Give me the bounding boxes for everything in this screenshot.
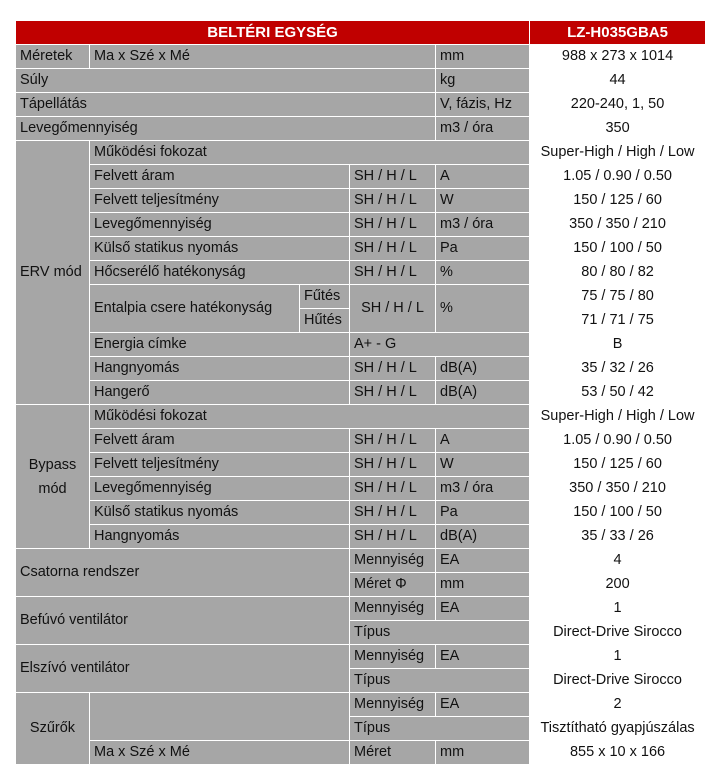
bypass-airflow-unit: m3 / óra: [436, 477, 530, 501]
erv-enthalpy-heat-value: 75 / 75 / 80: [530, 285, 706, 309]
erv-enthalpy-cool: Hűtés: [300, 309, 350, 333]
airflow-label: Levegőmennyiség: [16, 117, 436, 141]
erv-energy-cond: A+ - G: [350, 333, 530, 357]
erv-heat-exchange-unit: %: [436, 261, 530, 285]
table-row: [16, 597, 706, 621]
erv-power-value: 150 / 125 / 60: [530, 189, 706, 213]
dimensions-unit: mm: [436, 45, 530, 69]
table-row: [16, 429, 706, 453]
erv-enthalpy-unit: %: [436, 285, 530, 333]
bypass-sound-pressure-cond: SH / H / L: [350, 525, 436, 549]
erv-pressure-cond: SH / H / L: [350, 237, 436, 261]
header-model: LZ-H035GBA5: [530, 21, 706, 45]
filters-type-value: Tisztítható gyapjúszálas: [530, 717, 706, 741]
erv-power-cond: SH / H / L: [350, 189, 436, 213]
table-row: [16, 501, 706, 525]
erv-pressure-label: Külső statikus nyomás: [90, 237, 350, 261]
filters-size-label: Méret: [350, 741, 436, 765]
erv-airflow-cond: SH / H / L: [350, 213, 436, 237]
exhaust-fan-qty-value: 1: [530, 645, 706, 669]
dimensions-value: 988 x 273 x 1014: [530, 45, 706, 69]
bypass-sound-pressure-value: 35 / 33 / 26: [530, 525, 706, 549]
supply-fan-type-label: Típus: [350, 621, 530, 645]
table-row: [16, 477, 706, 501]
bypass-mode-label-line1: Bypass: [28, 456, 77, 473]
erv-heat-exchange-cond: SH / H / L: [350, 261, 436, 285]
bypass-current-unit: A: [436, 429, 530, 453]
weight-value: 44: [530, 69, 706, 93]
duct-qty-label: Mennyiség: [350, 549, 436, 573]
duct-size-unit: mm: [436, 573, 530, 597]
table-row: [16, 117, 706, 141]
erv-power-label: Felvett teljesítmény: [90, 189, 350, 213]
filters-qty-value: 2: [530, 693, 706, 717]
exhaust-fan-qty-unit: EA: [436, 645, 530, 669]
erv-heat-exchange-value: 80 / 80 / 82: [530, 261, 706, 285]
bypass-pressure-value: 150 / 100 / 50: [530, 501, 706, 525]
erv-sound-pressure-unit: dB(A): [436, 357, 530, 381]
bypass-pressure-unit: Pa: [436, 501, 530, 525]
table-row: [16, 213, 706, 237]
filters-type-label: Típus: [350, 717, 530, 741]
dimensions-label: Méretek: [16, 45, 90, 69]
bypass-power-value: 150 / 125 / 60: [530, 453, 706, 477]
table-row: [16, 405, 706, 429]
erv-enthalpy-label: Entalpia csere hatékonyság: [90, 285, 300, 333]
filters-qty-label: Mennyiség: [350, 693, 436, 717]
spec-table: [15, 20, 706, 765]
duct-label: Csatorna rendszer: [16, 549, 350, 597]
supply-fan-label: Befúvó ventilátor: [16, 597, 350, 645]
bypass-pressure-cond: SH / H / L: [350, 501, 436, 525]
erv-airflow-unit: m3 / óra: [436, 213, 530, 237]
filters-dim-label: Ma x Szé x Mé: [90, 741, 350, 765]
table-row: [16, 741, 706, 765]
table-row: [16, 237, 706, 261]
table-row: [16, 453, 706, 477]
table-row: [16, 381, 706, 405]
weight-label: Súly: [16, 69, 436, 93]
bypass-airflow-cond: SH / H / L: [350, 477, 436, 501]
erv-sound-power-label: Hangerő: [90, 381, 350, 405]
bypass-power-unit: W: [436, 453, 530, 477]
table-row: [16, 357, 706, 381]
erv-power-unit: W: [436, 189, 530, 213]
duct-size-label: Méret Φ: [350, 573, 436, 597]
duct-qty-unit: EA: [436, 549, 530, 573]
bypass-power-label: Felvett teljesítmény: [90, 453, 350, 477]
bypass-airflow-label: Levegőmennyiség: [90, 477, 350, 501]
bypass-airflow-value: 350 / 350 / 210: [530, 477, 706, 501]
filters-size-unit: mm: [436, 741, 530, 765]
table-row: [16, 189, 706, 213]
erv-energy-value: B: [530, 333, 706, 357]
filters-blank: [90, 693, 350, 741]
bypass-mode-stage-label: Működési fokozat: [90, 405, 530, 429]
bypass-mode-stage-value: Super-High / High / Low: [530, 405, 706, 429]
erv-sound-pressure-value: 35 / 32 / 26: [530, 357, 706, 381]
erv-current-unit: A: [436, 165, 530, 189]
erv-current-label: Felvett áram: [90, 165, 350, 189]
table-row: [16, 45, 706, 69]
header-title: BELTÉRI EGYSÉG: [16, 21, 530, 45]
bypass-sound-pressure-unit: dB(A): [436, 525, 530, 549]
power-supply-value: 220-240, 1, 50: [530, 93, 706, 117]
table-row: [16, 333, 706, 357]
erv-enthalpy-cool-value: 71 / 71 / 75: [530, 309, 706, 333]
table-row: [16, 261, 706, 285]
table-row: [16, 93, 706, 117]
exhaust-fan-type-label: Típus: [350, 669, 530, 693]
table-row: [16, 645, 706, 669]
filters-label: Szűrők: [16, 693, 90, 765]
erv-sound-power-cond: SH / H / L: [350, 381, 436, 405]
erv-current-value: 1.05 / 0.90 / 0.50: [530, 165, 706, 189]
bypass-current-label: Felvett áram: [90, 429, 350, 453]
airflow-unit: m3 / óra: [436, 117, 530, 141]
table-row: [16, 69, 706, 93]
airflow-value: 350: [530, 117, 706, 141]
erv-pressure-value: 150 / 100 / 50: [530, 237, 706, 261]
bypass-power-cond: SH / H / L: [350, 453, 436, 477]
erv-sound-power-unit: dB(A): [436, 381, 530, 405]
erv-current-cond: SH / H / L: [350, 165, 436, 189]
table-row: [16, 285, 706, 309]
erv-enthalpy-cond: SH / H / L: [350, 285, 436, 333]
table-row: [16, 549, 706, 573]
power-supply-unit: V, fázis, Hz: [436, 93, 530, 117]
bypass-current-value: 1.05 / 0.90 / 0.50: [530, 429, 706, 453]
bypass-current-cond: SH / H / L: [350, 429, 436, 453]
bypass-sound-pressure-label: Hangnyomás: [90, 525, 350, 549]
erv-airflow-label: Levegőmennyiség: [90, 213, 350, 237]
erv-sound-pressure-cond: SH / H / L: [350, 357, 436, 381]
erv-sound-pressure-label: Hangnyomás: [90, 357, 350, 381]
supply-fan-qty-value: 1: [530, 597, 706, 621]
erv-mode-label: ERV mód: [16, 141, 90, 405]
header-row: [16, 21, 706, 45]
duct-size-value: 200: [530, 573, 706, 597]
bypass-pressure-label: Külső statikus nyomás: [90, 501, 350, 525]
table-row: [16, 693, 706, 717]
exhaust-fan-qty-label: Mennyiség: [350, 645, 436, 669]
supply-fan-qty-unit: EA: [436, 597, 530, 621]
erv-enthalpy-heat: Fűtés: [300, 285, 350, 309]
table-row: [16, 525, 706, 549]
erv-sound-power-value: 53 / 50 / 42: [530, 381, 706, 405]
erv-airflow-value: 350 / 350 / 210: [530, 213, 706, 237]
filters-size-value: 855 x 10 x 166: [530, 741, 706, 765]
erv-pressure-unit: Pa: [436, 237, 530, 261]
table-row: [16, 165, 706, 189]
bypass-mode-label-line2: mód: [38, 480, 67, 497]
supply-fan-type-value: Direct-Drive Sirocco: [530, 621, 706, 645]
weight-unit: kg: [436, 69, 530, 93]
erv-energy-label: Energia címke: [90, 333, 350, 357]
supply-fan-qty-label: Mennyiség: [350, 597, 436, 621]
erv-mode-stage-label: Működési fokozat: [90, 141, 530, 165]
bypass-mode-label: [16, 405, 90, 549]
filters-qty-unit: EA: [436, 693, 530, 717]
exhaust-fan-type-value: Direct-Drive Sirocco: [530, 669, 706, 693]
exhaust-fan-label: Elszívó ventilátor: [16, 645, 350, 693]
duct-qty-value: 4: [530, 549, 706, 573]
table-row: [16, 141, 706, 165]
dimensions-sub: Ma x Szé x Mé: [90, 45, 436, 69]
erv-mode-stage-value: Super-High / High / Low: [530, 141, 706, 165]
erv-heat-exchange-label: Hőcserélő hatékonyság: [90, 261, 350, 285]
power-supply-label: Tápellátás: [16, 93, 436, 117]
